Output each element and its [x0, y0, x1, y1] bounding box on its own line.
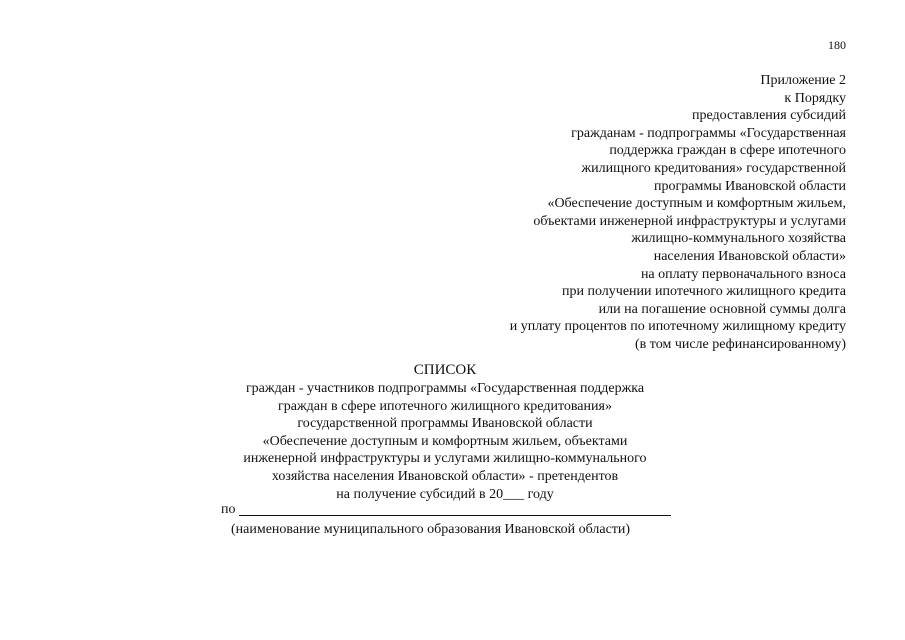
appendix-line: предоставления субсидий: [691, 108, 846, 124]
subtitle-line: на получение субсидий в 20___ году: [336, 486, 554, 502]
subtitle-line: «Обеспечение доступным и комфортным жильем, объектами: [262, 433, 628, 449]
appendix-line: поддержка граждан в сфере ипотечного: [609, 143, 846, 159]
appendix-line: на оплату первоначального взноса: [640, 266, 846, 282]
municipality-blank-line: [239, 515, 671, 516]
subtitle-line: инженерной инфраструктуры и услугами жилищно-коммунального: [243, 451, 647, 467]
appendix-line: жилищного кредитования» государственной: [581, 160, 846, 176]
municipality-field: [221, 501, 671, 519]
appendix-line: при получении ипотечного жилищного кредита: [562, 284, 846, 300]
appendix-line: «Обеспечение доступным и комфортным жильем,: [547, 196, 846, 212]
appendix-line: объектами инженерной инфраструктуры и услугами: [533, 213, 846, 229]
appendix-line: жилищно-коммунального хозяйства: [631, 231, 846, 247]
appendix-line: к Порядку: [784, 90, 846, 106]
subtitle-line: граждан в сфере ипотечного жилищного кредитования»: [278, 398, 612, 414]
page-number: 180: [828, 38, 846, 52]
subtitle-line: государственной программы Ивановской области: [297, 416, 593, 432]
municipality-prefix: по: [221, 502, 236, 517]
appendix-line: Приложение 2: [760, 73, 846, 88]
document-subtitle: [0, 380, 890, 503]
appendix-line: гражданам - подпрограммы «Государственная: [571, 125, 846, 141]
appendix-header: [510, 72, 846, 354]
document-title: СПИСОК: [413, 362, 477, 378]
appendix-line: (в том числе рефинансированному): [635, 336, 846, 352]
subtitle-line: хозяйства населения Ивановской области» - претендентов: [271, 468, 619, 484]
appendix-line: или на погашение основной суммы долга: [598, 301, 846, 317]
appendix-line: и уплату процентов по ипотечному жилищному кредиту: [509, 319, 846, 335]
subtitle-line: граждан - участников подпрограммы «Государственная поддержка: [245, 381, 645, 396]
appendix-line: населения Ивановской области»: [653, 248, 846, 264]
municipality-caption: (наименование муниципального образования Ивановской области): [231, 522, 631, 537]
appendix-line: программы Ивановской области: [654, 178, 846, 194]
